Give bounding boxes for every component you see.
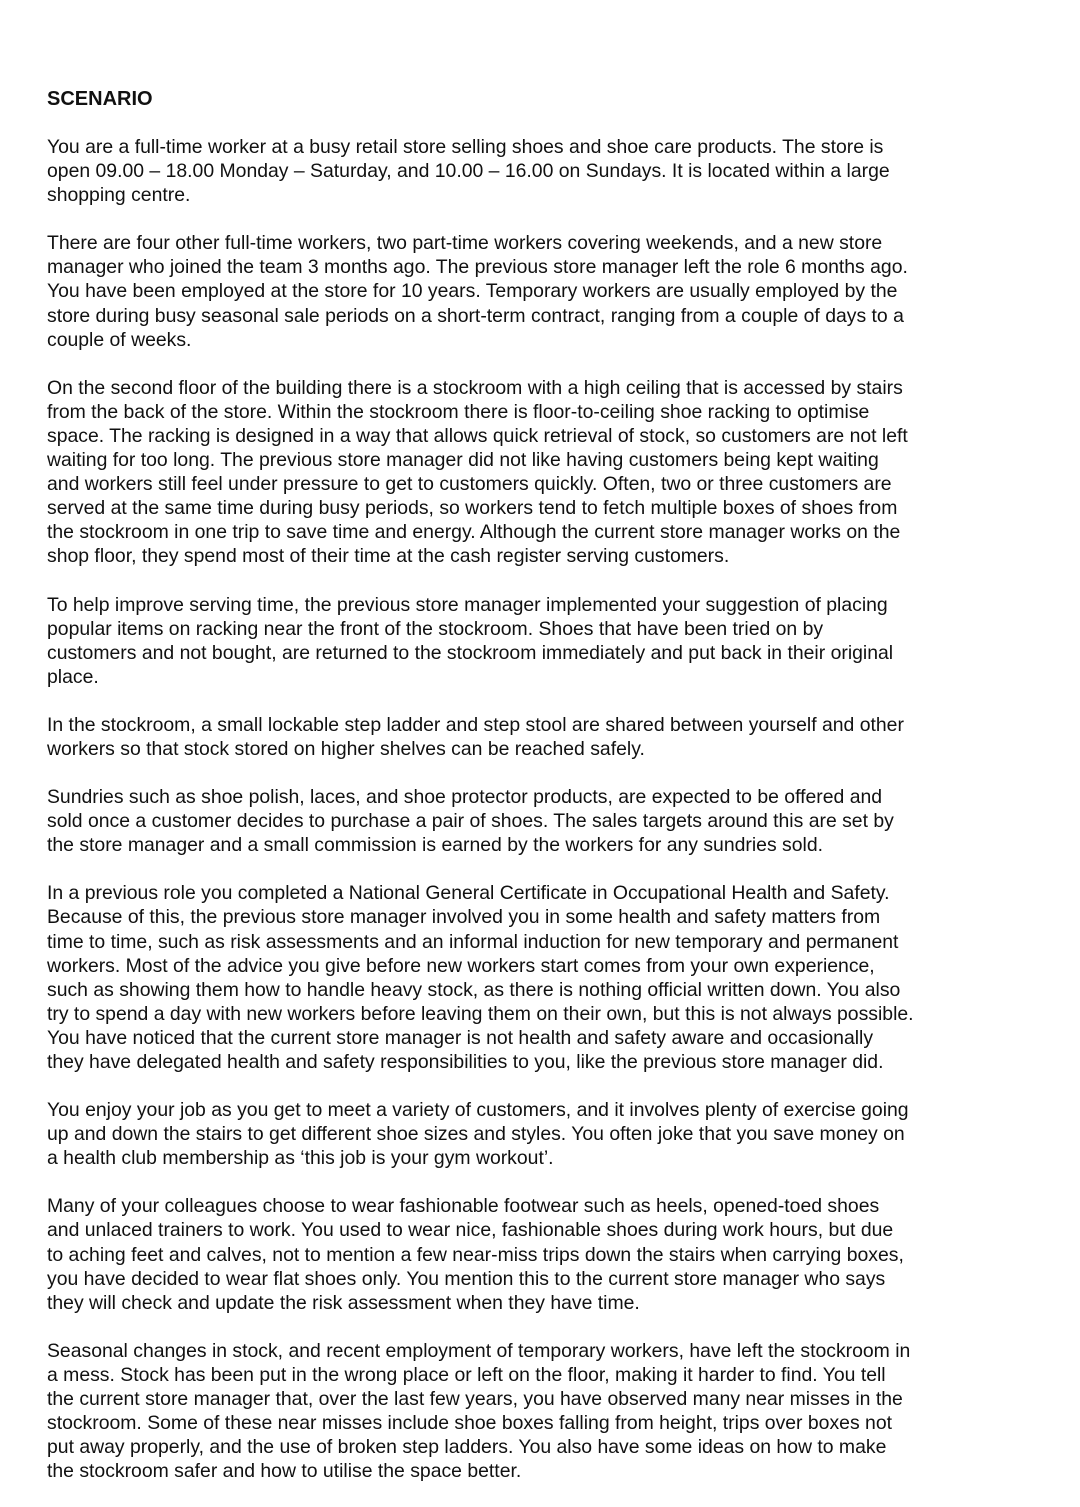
text-line: customers and not bought, are returned to the stockroom immediately and put back in their original xyxy=(47,641,894,664)
text-line: you have decided to wear flat shoes only. You mention this to the current store manager who says xyxy=(47,1267,886,1290)
text-line: time to time, such as risk assessments and an informal induction for new temporary and permanent xyxy=(47,930,899,953)
text-line: shopping centre. xyxy=(47,184,191,207)
text-line: popular items on racking near the front of the stockroom. Shoes that have been tried on by xyxy=(47,617,824,640)
paragraph xyxy=(47,231,992,351)
paragraph xyxy=(47,376,992,569)
text-line: and unlaced trainers to work. You used to wear nice, fashionable shoes during work hours, but due xyxy=(47,1219,894,1242)
paragraph xyxy=(47,593,992,689)
text-line: a health club membership as ‘this job is your gym workout’. xyxy=(47,1147,554,1170)
text-line: served at the same time during busy periods, so workers tend to fetch multiple boxes of shoes from xyxy=(47,497,898,520)
text-line: In a previous role you completed a National General Certificate in Occupational Health and Safety. xyxy=(47,882,890,905)
paragraph xyxy=(47,785,992,857)
text-line: stockroom. Some of these near misses include shoe boxes falling from height, trips over boxes not xyxy=(47,1412,892,1435)
text-line: place. xyxy=(47,665,99,688)
text-line: a mess. Stock has been put in the wrong place or left on the floor, making it harder to find. You tell xyxy=(47,1363,886,1386)
text-line: Many of your colleagues choose to wear fashionable footwear such as heels, opened-toed shoes xyxy=(47,1195,880,1218)
text-line: couple of weeks. xyxy=(47,328,192,351)
text-line: shop floor, they spend most of their time at the cash register serving customers. xyxy=(47,545,730,568)
paragraph xyxy=(47,135,992,207)
text-line: manager who joined the team 3 months ago. The previous store manager left the role 6 months ago. xyxy=(47,256,908,279)
text-line: sold once a customer decides to purchase a pair of shoes. The sales targets around this are set by xyxy=(47,810,894,833)
text-line: You are a full-time worker at a busy retail store selling shoes and shoe care products. The store is xyxy=(47,136,884,158)
paragraph-list xyxy=(47,135,992,1483)
text-line: put away properly, and the use of broken step ladders. You also have some ideas on how to make xyxy=(47,1436,887,1459)
paragraph xyxy=(47,1098,992,1170)
text-line: workers. Most of the advice you give before new workers start comes from your own experience, xyxy=(47,954,875,977)
text-line: they have delegated health and safety responsibilities to you, like the previous store manager did. xyxy=(47,1051,884,1073)
text-line: Sundries such as shoe polish, laces, and shoe protector products, are expected to be offered and xyxy=(47,786,883,809)
text-line: There are four other full-time workers, two part-time workers covering weekends, and a new store xyxy=(47,232,883,255)
text-line: and workers still feel under pressure to get to customers quickly. Often, two or three customers are xyxy=(47,473,892,496)
text-line: space. The racking is designed in a way that allows quick retrieval of stock, so customers are not left xyxy=(47,424,908,447)
text-line: waiting for too long. The previous store manager did not like having customers being kept waiting xyxy=(47,449,879,472)
text-line: You enjoy your job as you get to meet a variety of customers, and it involves plenty of exercise going xyxy=(47,1099,909,1122)
text-line: Because of this, the previous store manager involved you in some health and safety matters from xyxy=(47,906,881,929)
text-line: store during busy seasonal sale periods on a short-term contract, ranging from a couple of days to a xyxy=(47,304,904,327)
document-page xyxy=(47,85,992,1507)
paragraph xyxy=(47,881,992,1074)
text-line: such as showing them how to handle heavy stock, as there is nothing official written down. You also xyxy=(47,978,901,1001)
text-line: try to spend a day with new workers before leaving them on their own, but this is not always possible. xyxy=(47,1002,914,1025)
paragraph xyxy=(47,1194,992,1314)
paragraph xyxy=(47,1339,992,1484)
text-line: the current store manager that, over the last few years, you have observed many near misses in the xyxy=(47,1388,903,1411)
text-line: To help improve serving time, the previous store manager implemented your suggestion of placing xyxy=(47,593,888,616)
text-line: Seasonal changes in stock, and recent employment of temporary workers, have left the stockroom in xyxy=(47,1339,911,1362)
text-line: to aching feet and calves, not to mention a few near-miss trips down the stairs when carrying boxes, xyxy=(47,1243,904,1266)
text-line: they will check and update the risk assessment when they have time. xyxy=(47,1291,640,1314)
text-line: You have noticed that the current store manager is not health and safety aware and occasionally xyxy=(47,1026,874,1049)
text-line: from the back of the store. Within the stockroom there is floor-to-ceiling shoe racking to optimise xyxy=(47,400,870,423)
scenario-heading: SCENARIO xyxy=(47,88,153,110)
text-line: the store manager and a small commission is earned by the workers for any sundries sold. xyxy=(47,834,823,857)
text-line: open 09.00 – 18.00 Monday – Saturday, and 10.00 – 16.00 on Sundays. It is located within a large xyxy=(47,160,890,183)
paragraph xyxy=(47,713,992,761)
text-line: In the stockroom, a small lockable step ladder and step stool are shared between yourself and other xyxy=(47,713,904,736)
text-line: the stockroom safer and how to utilise the space better. xyxy=(47,1460,522,1483)
text-line: up and down the stairs to get different shoe sizes and styles. You often joke that you save money on xyxy=(47,1123,905,1146)
text-line: On the second floor of the building there is a stockroom with a high ceiling that is accessed by stairs xyxy=(47,376,903,399)
text-line: You have been employed at the store for 10 years. Temporary workers are usually employed by the xyxy=(47,280,898,303)
text-line: workers so that stock stored on higher shelves can be reached safely. xyxy=(47,737,645,760)
text-line: the stockroom in one trip to save time and energy. Although the current store manager works on the xyxy=(47,521,901,544)
